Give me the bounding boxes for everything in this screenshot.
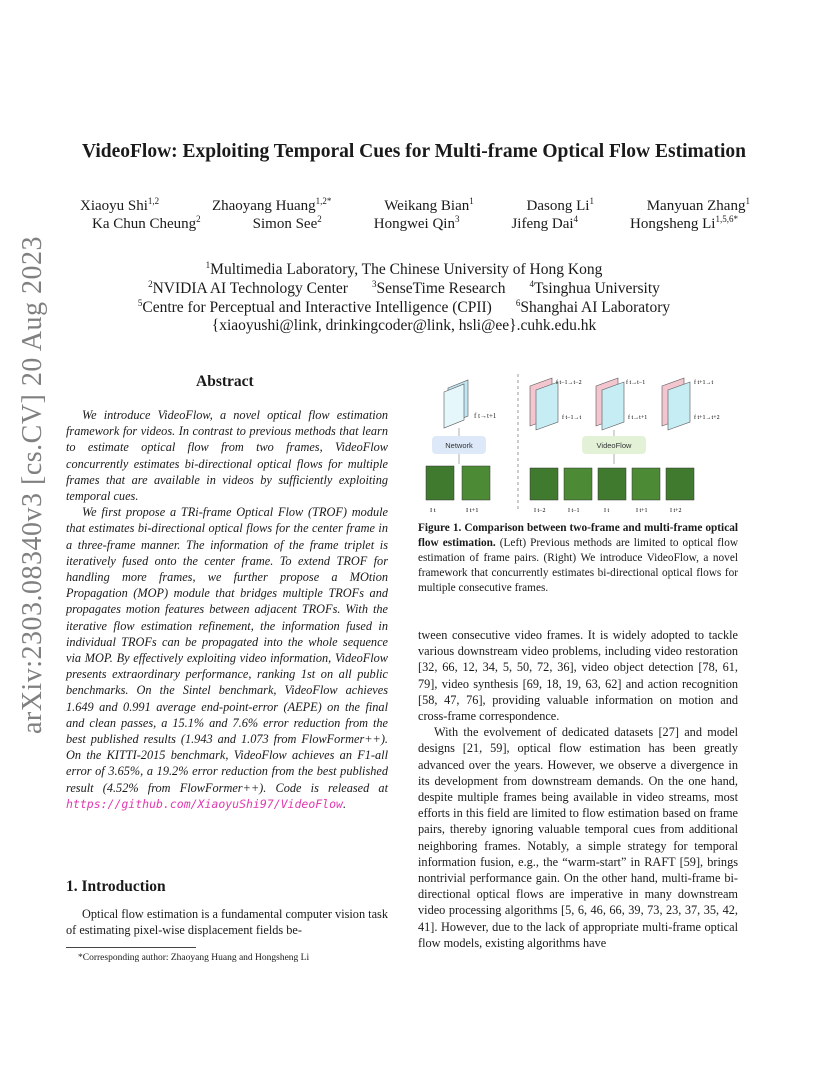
videoflow-label: VideoFlow [596, 441, 632, 450]
author: Xiaoyu Shi$^{1,2}$ [80, 196, 160, 214]
flow-label: f t−1→t−2 [556, 380, 582, 386]
introduction-paragraph: Optical flow estimation is a fundamental computer vision task of estimating pixel-wise displacement fields be- [66, 907, 388, 938]
author: Hongwei Qin$^3$ [373, 214, 460, 232]
author: Manyuan Zhang$^1$ [646, 196, 750, 214]
figure-1-diagram [418, 372, 738, 517]
abstract-paragraph-2: We first propose a TRi-frame Optical Flow (TROF) module that estimates bi-directional optical flows for the center frame in a three-frame manner. The information of the frame triplet is iteratively fused onto the center frame. To extend TROF for handling more frames, we further propose a MOtion Propagation (MOP) module that bridges multiple TROFs and propagates motion features between adjacent TROFs. With the iterative flow estimation refinement, the information fused in individual TROFs can be propagated into the whole sequence via MOP. By effectively exploiting video information, VideoFlow presents extraordinary performance, ranking 1st on all public benchmarks. On the Sintel benchmark, VideoFlow achieves 1.649 and 0.991 average end-point-error (AEPE) on the final and clean passes, a 15.1% and 7.6% error reduction from the best published results (1.943 and 1.073 from FlowFormer++). On the KITTI-2015 benchmark, VideoFlow achieves an F1-all error of 3.65%, a 19.2% error reduction from the best published result (4.52% from FlowFormer++). Code is released at https://github.com/XiaoyuShi97/VideoFlow. [66, 505, 388, 811]
frame-label: I t+1 [636, 508, 648, 514]
paper-title: VideoFlow: Exploiting Temporal Cues for Multi-frame Optical Flow Estimation [81, 141, 747, 162]
flow-label: f t−1→t [562, 415, 582, 421]
right-column-body [418, 627, 738, 951]
flow-label: f t→t−1 [626, 380, 646, 386]
author: Hongsheng $Li^{1,5,6*}$ [630, 214, 738, 232]
author: Zhaoyang Huang$^{1,2*}$ [211, 196, 332, 214]
author: Simon See$^2$ [252, 214, 322, 232]
footnote-divider [66, 947, 196, 948]
abstract-body [66, 407, 388, 812]
flow-label: f t+1→t [694, 380, 714, 386]
author: Weikang Bian$^1$ [384, 196, 474, 214]
affiliation-line-3: $^5$Centre for Perceptual and Interactive Intelligence (CPII) $^6$Shanghai AI Laboratory [137, 298, 671, 317]
footnote: *Corresponding author: Zhaoyang Huang and Hongsheng Li [78, 953, 310, 963]
affiliation-line-2: $^2$NVIDIA AI Technology Center $^3$SenseTime Research $^4$Tsinghua University [148, 279, 660, 298]
flow-label: f t+1→t+2 [694, 415, 720, 421]
author: Jifeng Dai$^4$ [511, 214, 579, 232]
abstract-heading: Abstract [196, 373, 254, 390]
figure-1-caption: Figure 1. Comparison between two-frame and multi-frame optical flow estimation. (Left) Previous methods are limited to optical flow estimation of frame pairs. (Right) We introduce VideoFlow, a novel framework that concurrently estimates bi-directional optical flows for multiple consecutive frames. [418, 522, 739, 594]
author-row-1 [80, 196, 750, 215]
right-frame-stack [530, 468, 694, 500]
frame-label: I t [604, 508, 610, 514]
frame-label: I t−2 [534, 508, 546, 514]
introduction-heading: 1. Introduction [66, 878, 166, 895]
author: Ka Chun Cheung$^2$ [92, 214, 201, 232]
frame-label: I t−1 [568, 508, 580, 514]
author-row-2 [92, 214, 738, 233]
flow-label: f t→t+1 [628, 415, 648, 421]
frame-label: I t+1 [466, 507, 479, 514]
author: Dasong Li$^1$ [526, 196, 594, 214]
affiliation-line-1: $^1$Multimedia Laboratory, The Chinese University of Hong Kong [205, 260, 603, 279]
left-flow-stack [444, 380, 468, 428]
right-paragraph-2: With the evolvement of dedicated datasets [27] and model designs [21, 59], optical flow estimation has been greatly advanced over the years. However, we observe a divergence in its development from downstream demands. On the one hand, despite multiple frames being available in video streams, most efforts in this field are limited to flow estimation based on frame pairs, thereby ignoring valuable temporal cues from additional neighboring frames. Notably, a simple strategy for temporal information fusion, e.g., the “warm-start” in RAFT [59], brings nontrivial performance gain. On the other hand, multi-frame bi-directional optical flows are imperative in many downstream video processing algorithms [5, 6, 46, 66, 39, 73, 23, 37, 35, 42, 41]. However, due to the lack of appropriate multi-frame optical flow models, existing algorithms have [418, 725, 738, 950]
right-flow-stack [530, 378, 690, 430]
author-emails: {xiaoyushi@link, drinkingcoder@link, hsli@ee}.cuhk.edu.hk [211, 317, 597, 334]
network-label: Network [445, 441, 473, 450]
abstract-paragraph-1: We introduce VideoFlow, a novel optical flow estimation framework for videos. In contrast to previous methods that learn to estimate optical flow from two frames, VideoFlow concurrently estimates bi-directional optical flows for multiple frames that are available in videos by sufficiently exploiting temporal cues. [66, 408, 388, 504]
code-link[interactable]: https://github.com/XiaoyuShi97/VideoFlow [66, 796, 343, 811]
right-paragraph-1: tween consecutive video frames. It is widely adopted to tackle various downstream video problems, including video restoration [32, 66, 12, 34, 5, 50, 72, 36], video object detection [78, 61, 79], video synthesis [69, 18, 19, 63, 62] and action recognition [58, 47, 76], providing valuable information on motion and cross-frame correspondence. [418, 628, 738, 724]
frame-label: I t+2 [670, 508, 682, 514]
left-flow-label: f t→t+1 [474, 412, 497, 420]
arxiv-id: arXiv:2303.08340v3 [cs.CV] 20 Aug 2023 [17, 235, 49, 735]
left-frame-stack [426, 466, 490, 500]
frame-label: I t [430, 507, 436, 514]
